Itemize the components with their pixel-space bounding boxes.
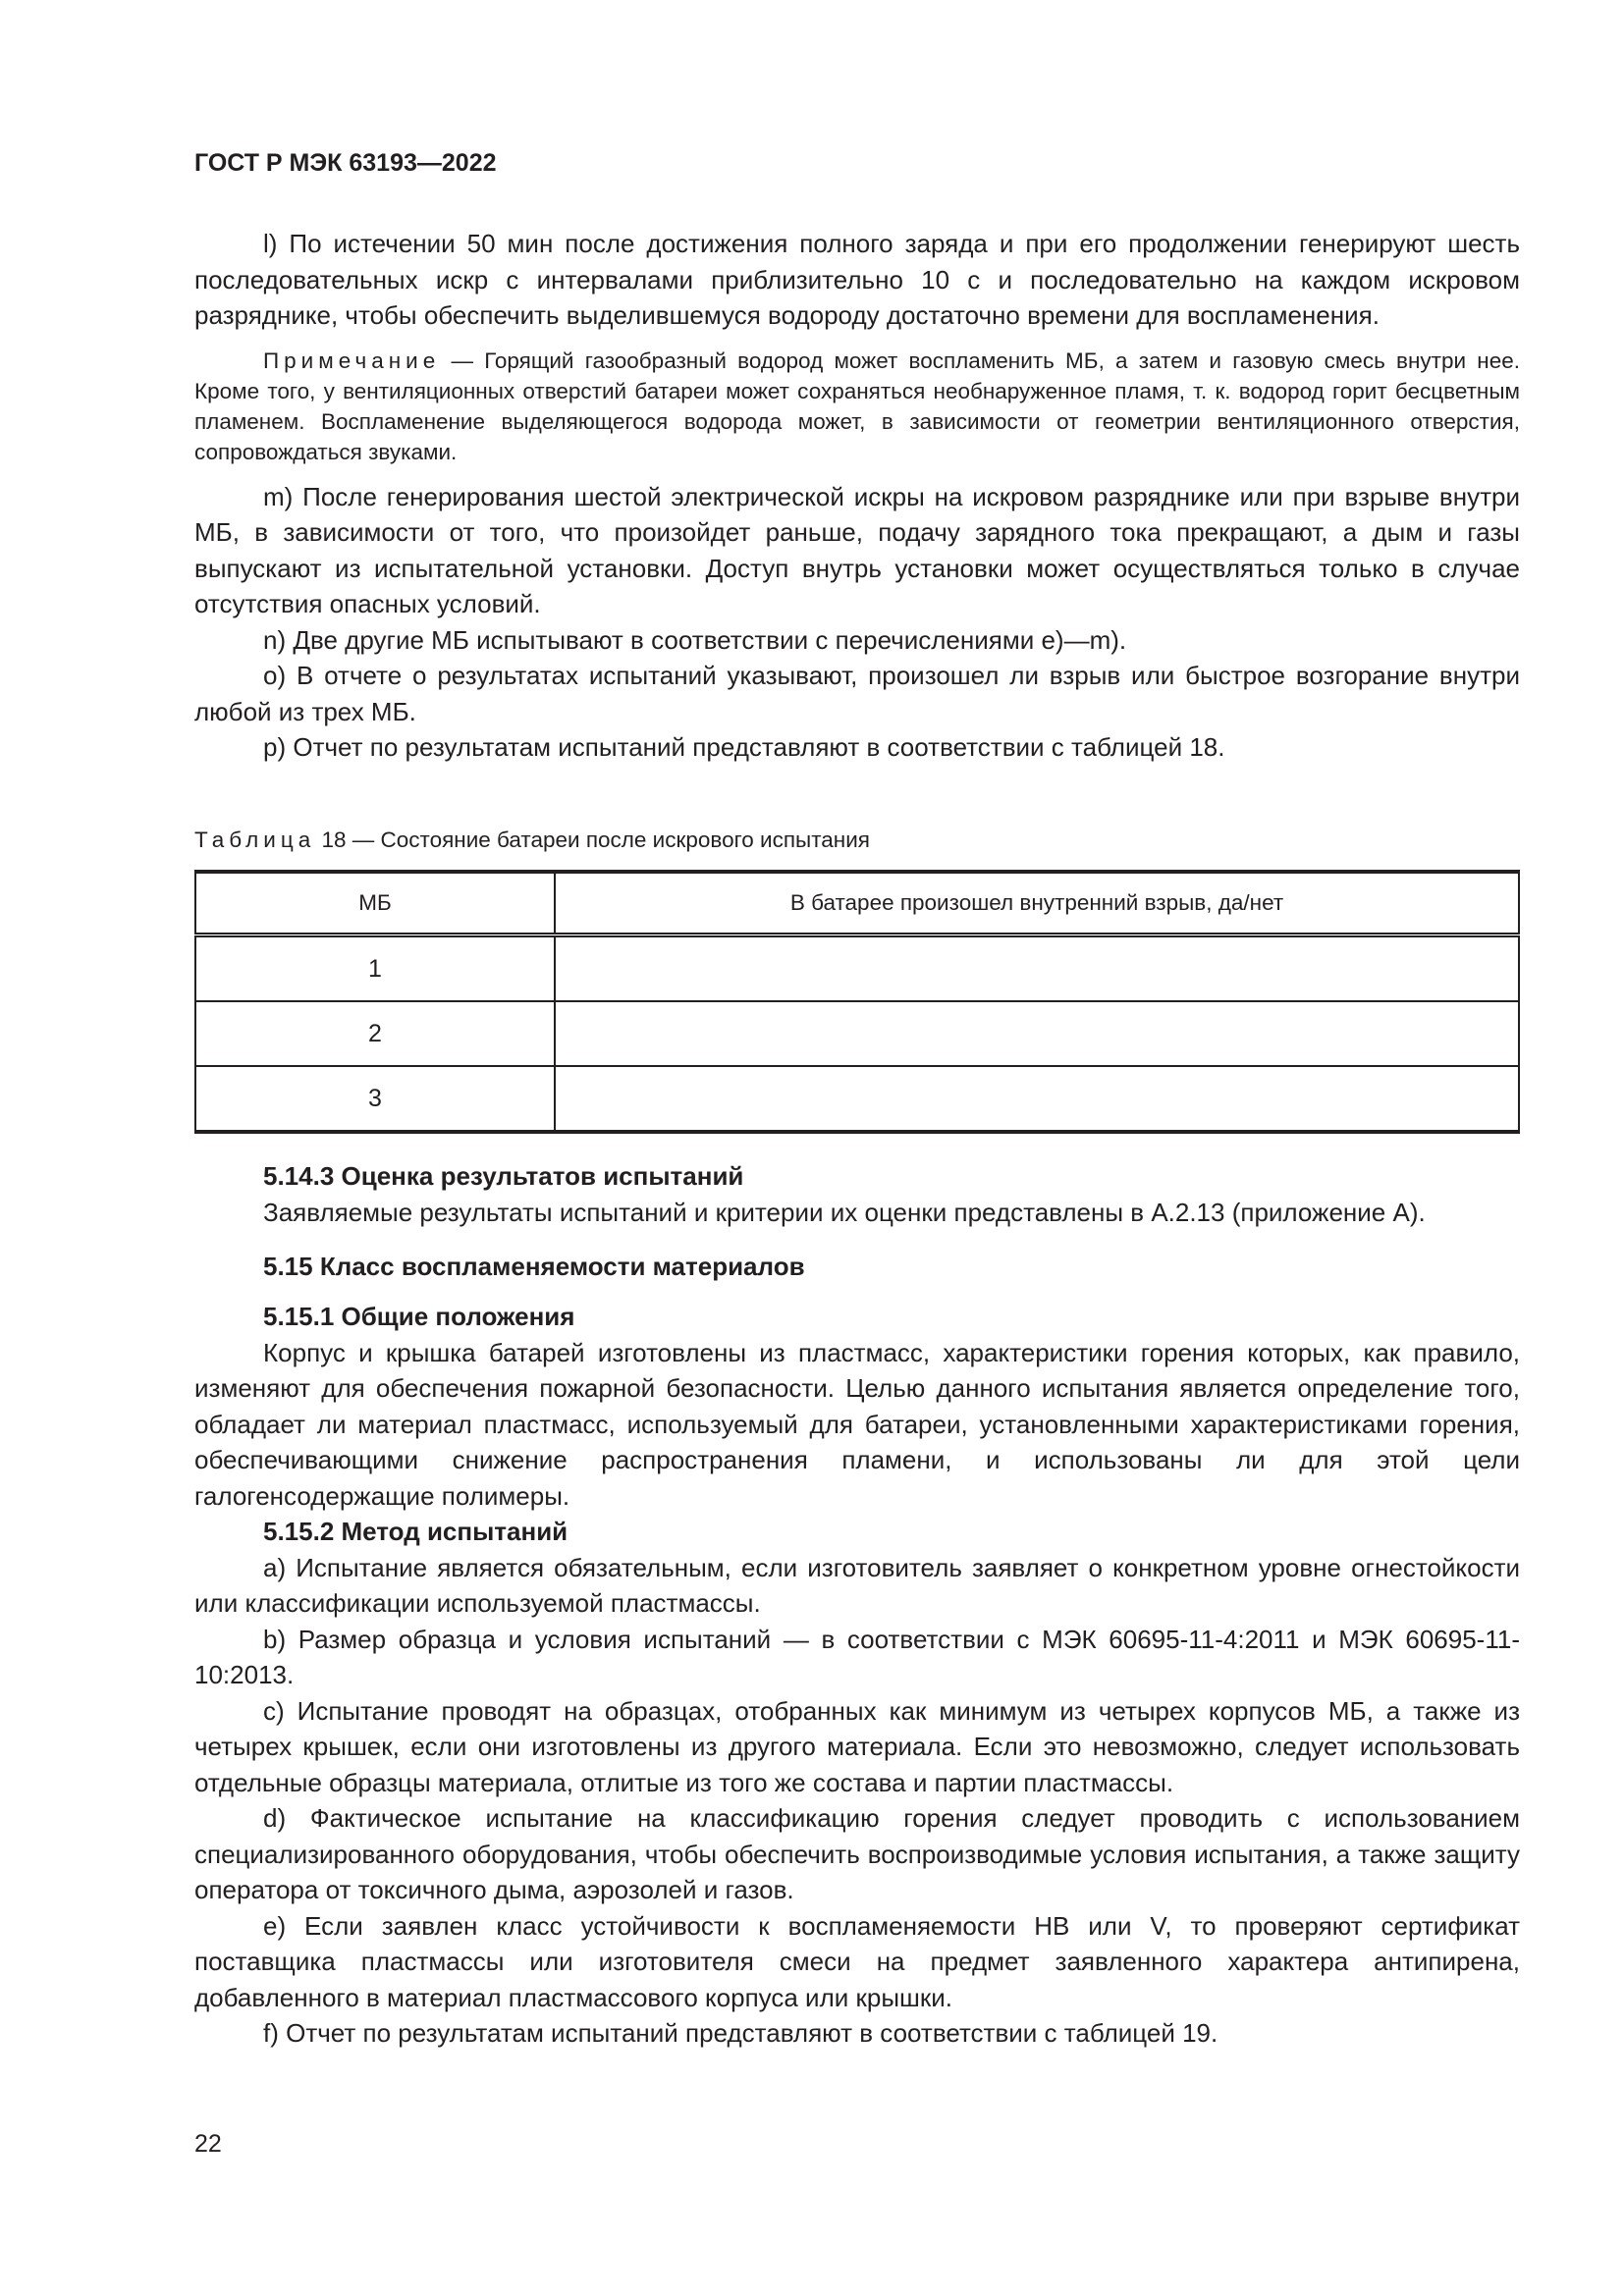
table-row (195, 935, 1519, 1002)
cell-result (555, 1066, 1519, 1132)
cell-mb: 3 (195, 1066, 555, 1132)
table-row (195, 1001, 1519, 1066)
table-caption (194, 828, 1520, 853)
text-5-14-3: Заявляемые результаты испытаний и критерии их оценки представлены в А.2.13 (приложение А). (263, 1197, 1426, 1227)
heading-5-15-2: 5.15.2 Метод испытаний (263, 1517, 568, 1546)
table-header-row (195, 872, 1519, 935)
text-5-15-1: Корпус и крышка батарей изготовлены из пластмасс, характеристики горения которых, как правило, изменяют для обеспечения пожарной безопасности. Целью данного испытания является определение того, обладает ли материал пластмасс, используемый для батареи, установленными характеристиками горения, обеспечивающими снижение распространения пламени, и использованы ли для этой цели галогенсодержащие полимеры. (194, 1337, 1520, 1511)
item-e: e) Если заявлен класс устойчивости к воспламеняемости НВ или V, то проверяют сертификат поставщика пластмассы или изготовителя смеси на предмет заявленного характера антипирена, добавленного в материал пластмассового корпуса или крышки. (194, 1910, 1520, 2012)
cell-mb: 2 (195, 1001, 555, 1066)
item-c: c) Испытание проводят на образцах, отобранных как минимум из четырех корпусов МБ, а также из четырех крышек, если они изготовлены из другого материала. Если это невозможно, следует использовать отдельные образцы материала, отлитые из того же состава и партии пластмассы. (194, 1695, 1520, 1797)
header-explosion: В батарее произошел внутренний взрыв, да/нет (555, 872, 1519, 935)
heading-5-14-3: 5.14.3 Оценка результатов испытаний (263, 1161, 744, 1191)
heading-5-15: 5.15 Класс воспламеняемости материалов (263, 1252, 805, 1281)
item-a: a) Испытание является обязательным, если изготовитель заявляет о конкретном уровне огнестойкости или классификации используемой пластмассы. (194, 1552, 1520, 1618)
item-f: f) Отчет по результатам испытаний представляют в соответствии с таблицей 19. (263, 2018, 1218, 2048)
document-header: ГОСТ Р МЭК 63193—2022 (194, 149, 497, 177)
item-b: b) Размер образца и условия испытаний — в соответствии с МЭК 60695-11-4:2011 и МЭК 60695-11-10:2013. (194, 1624, 1520, 1689)
note-text: — Горящий газообразный водород может воспламенить МБ, а затем и газовую смесь внутри нее. Кроме того, у вентиляционных отверстий батареи может сохраняться необнаруженное пламя, т. к. водород горит бесцветным пламенем. Воспламенение выделяющегося водорода может, в зависимости от геометрии вентиляционного отверстия, сопровождаться звуками. (194, 347, 1520, 464)
section-5-15-1 (194, 1299, 1520, 2052)
section-top (194, 226, 1520, 766)
cell-mb: 1 (195, 935, 555, 1002)
section-5-14-3 (194, 1158, 1520, 1230)
item-n: n) Две другие МБ испытывают в соответствии с перечислениями e)—m). (263, 624, 1127, 655)
table-18 (194, 870, 1520, 1134)
cell-result (555, 935, 1519, 1002)
note-label: Примечание (263, 347, 441, 373)
page-number: 22 (194, 2130, 222, 2158)
item-d: d) Фактическое испытание на классификацию горения следует проводить с использованием специализированного оборудования, чтобы обеспечить воспроизводимые условия испытания, а также защиту оператора от токсичного дыма, аэрозолей и газов. (194, 1803, 1520, 1904)
item-o: o) В отчете о результатах испытаний указывают, произошел ли взрыв или быстрое возгорание внутри любой из трех МБ. (194, 661, 1520, 726)
note (194, 346, 1520, 467)
table-caption-label: Таблица (194, 828, 316, 852)
item-m: m) После генерирования шестой электрической искры на искровом разряднике или при взрыве внутри МБ, в зависимости от того, что произойдет раньше, подачу зарядного тока прекращают, а дым и газы выпускают из испытательной установки. Доступ внутрь установки может осуществляться только в случае отсутствия опасных условий. (194, 481, 1520, 618)
item-p: p) Отчет по результатам испытаний представляют в соответствии с таблицей 18. (263, 732, 1225, 762)
cell-result (555, 1001, 1519, 1066)
table-row (195, 1066, 1519, 1132)
header-mb: МБ (195, 872, 555, 935)
item-l: l) По истечении 50 мин после достижения полного заряда и при его продолжении генерируют шесть последовательных искр с интервалами приблизительно 10 с и последовательно на каждом искровом разряднике, чтобы обеспечить выделившемуся водороду достаточно времени для воспламенения. (194, 229, 1520, 330)
section-5-15 (194, 1249, 1520, 1285)
table-caption-text: 18 — Состояние батареи после искрового испытания (315, 828, 870, 852)
heading-5-15-1: 5.15.1 Общие положения (263, 1302, 575, 1331)
